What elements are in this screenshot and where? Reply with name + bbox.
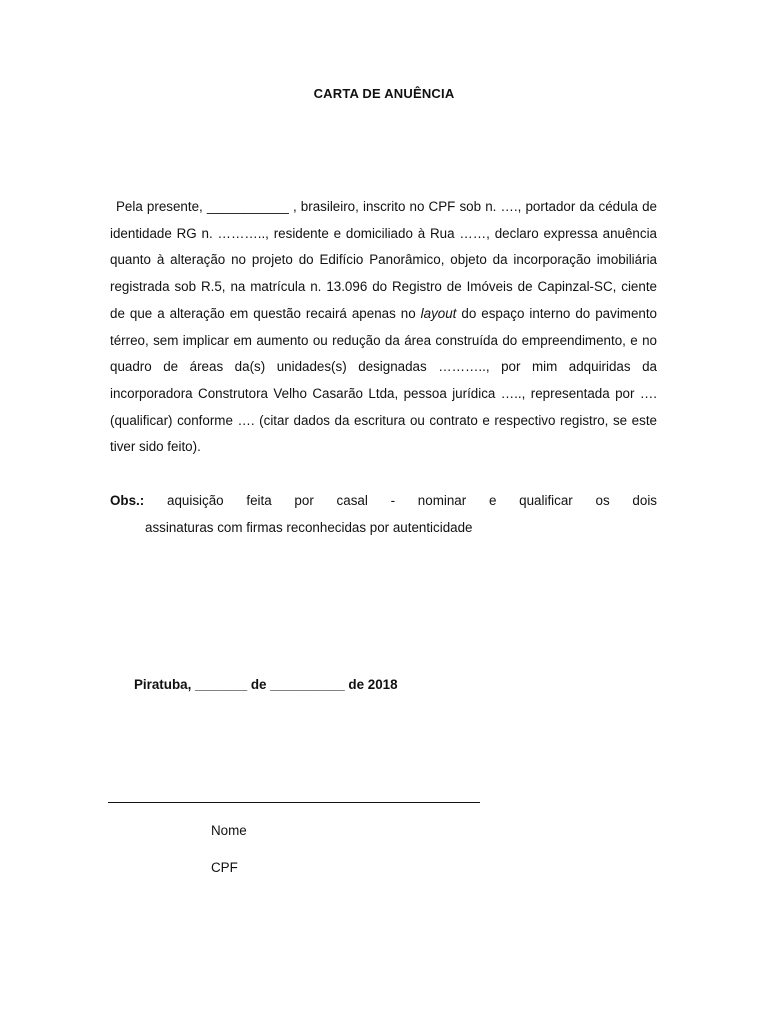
- signature-line: [108, 802, 480, 803]
- body-text-part2: do espaço interno do pavimento térreo, sem implicar em aumento ou redução da área construída do empreendimento, e no quadro de áreas da(s) unidades(s) designadas ……….., por mim adquiridas da incorporadora Construtora Velho Casarão Ltda, pessoa jurídica ….., representada por …. (qualificar) conforme …. (citar dados da escritura ou contrato e respectivo registro, se este tiver sido feito).: [110, 305, 658, 455]
- body-text-part1: Pela presente, ___________ , brasileiro, inscrito no CPF sob n. …., portador da cédula de identidade RG n. ……….., residente e domiciliado à Rua ……, declaro expressa anuência quanto à alteração no projeto do Edifício Panorâmico, objeto da incorporação imobiliária registrada sob R.5, na matrícula n. 13.096 do Registro de Imóveis de Capinzal-SC, ciente de que a alteração em questão recairá apenas no: [110, 199, 657, 321]
- observation-label: Obs.:: [110, 493, 145, 508]
- document-title: CARTA DE ANUÊNCIA: [313, 86, 455, 101]
- observation-text-1: aquisição feita por casal - nominar e qualificar os dois: [167, 493, 657, 508]
- body-text-italic: layout: [420, 305, 457, 321]
- place-date: Piratuba, _______ de __________ de 2018: [134, 677, 398, 692]
- observation-note: [110, 487, 657, 541]
- body-paragraph: [110, 194, 657, 461]
- signature-cpf-label: CPF: [211, 860, 238, 875]
- signature-name-label: Nome: [211, 823, 247, 838]
- observation-line-1: [110, 487, 657, 514]
- observation-line-2: assinaturas com firmas reconhecidas por autenticidade: [145, 520, 473, 535]
